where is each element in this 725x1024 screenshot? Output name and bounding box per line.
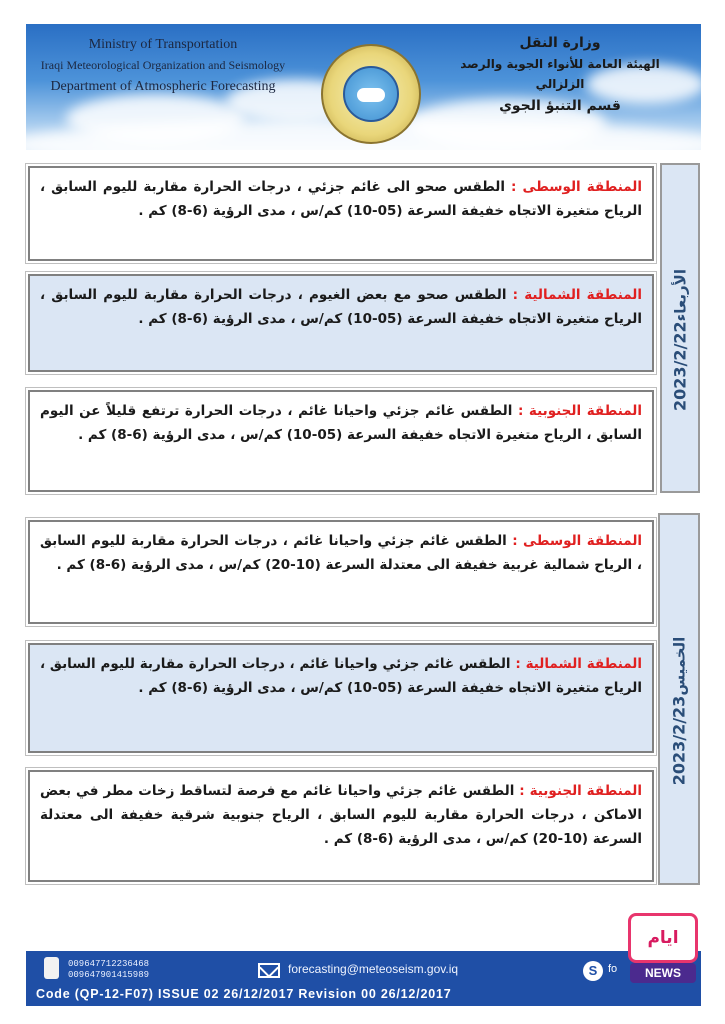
forecast-day2-north <box>28 643 654 753</box>
forecast-day1-north <box>28 274 654 372</box>
phone-icon <box>44 957 59 979</box>
forecast-text: الطقس غائم جزئي واحيانا غائم ، درجات الحرارة مقاربة لليوم السابق ، الرياح متغيرة الاتجاه خفيفة السرعة (05-10) كم/س ، مدى الرؤية (6-8) كم . <box>40 656 642 696</box>
forecast-day1-south <box>28 390 654 492</box>
region-label: المنطقة الوسطى : <box>511 179 643 195</box>
department-name-en: Department of Atmospheric Forecasting <box>50 79 276 94</box>
watermark-top: ايام <box>628 913 698 963</box>
forecast-text: الطقس غائم جزئي واحيانا غائم ، درجات الحرارة مقاربة لليوم السابق ، الرياح شمالية غربية خفيفة الى معتدلة السرعة (10-20) كم/س ، مدى الرؤية (6-8) كم . <box>40 533 642 573</box>
skype-icon: S <box>583 961 603 981</box>
skype-handle: fo <box>608 963 618 975</box>
region-label: المنطقة الجنوبية : <box>517 403 643 419</box>
department-name-ar: قسم التنبؤ الجوي <box>499 98 621 114</box>
contact-email[interactable]: forecasting@meteoseism.gov.iq <box>288 962 459 976</box>
day1-name: الأربعاء <box>671 269 690 322</box>
phone-number: 009647901415989 <box>68 970 150 980</box>
header-banner <box>26 24 701 150</box>
day2-date: 2023/2/23 <box>669 695 689 786</box>
document-code-line: Code (QP-12-F07) ISSUE 02 26/12/2017 Revision 00 26/12/2017 <box>36 987 452 1001</box>
forecast-text: الطقس صحو مع بعض الغيوم ، درجات الحرارة مقاربة لليوم السابق ، الرياح متغيرة الاتجاه خفيفة السرعة (05-10) كم/س ، مدى الرؤية (6-8) كم . <box>40 287 642 327</box>
footer-bar <box>26 951 701 1006</box>
forecast-text: الطقس صحو الى غائم جزئي ، درجات الحرارة مقاربة لليوم السابق ، الرياح متغيرة الاتجاه خفيفة السرعة (05-10) كم/س ، مدى الرؤية (6-8) كم . <box>40 179 642 219</box>
forecast-day1-central <box>28 166 654 261</box>
forecast-text: الطقس غائم جزئي واحيانا غائم مع فرصة لتساقط زخات مطر في بعض الاماكن ، درجات الحرارة مقاربة لليوم السابق ، الرياح جنوبية شرقية خفيفة الى معتدلة السرعة (10-20) كم/س ، مدى الرؤية (6-8) كم . <box>40 783 642 847</box>
news-watermark-logo <box>628 913 698 985</box>
day2-name: الخميس <box>670 636 689 696</box>
forecast-day2-south <box>28 770 654 882</box>
organization-name-ar: الهيئة العامة للأنواء الجوية والرصد الزلزالي <box>460 57 660 91</box>
phone-number: 009647712236468 <box>68 959 150 969</box>
day1-label-bar <box>660 163 700 493</box>
organization-name-en: Iraqi Meteorological Organization and Seismology <box>40 58 286 72</box>
phone-numbers <box>68 959 149 981</box>
mail-icon <box>258 963 280 978</box>
organization-logo <box>321 44 421 144</box>
forecast-day2-central <box>28 520 654 624</box>
day1-date: 2023/2/22 <box>670 321 690 411</box>
region-label: المنطقة الشمالية : <box>512 287 642 303</box>
region-label: المنطقة الوسطى : <box>512 533 643 549</box>
forecast-text: الطقس غائم جزئي واحيانا غائم ، درجات الحرارة ترتفع قليلاً عن اليوم السابق ، الرياح متغيرة الاتجاه خفيفة السرعة (05-10) كم/س ، مدى الرؤية (6-8) كم . <box>40 403 642 443</box>
header-arabic <box>435 32 685 118</box>
ministry-name-en: Ministry of Transportation <box>88 37 238 52</box>
region-label: المنطقة الشمالية : <box>515 656 643 672</box>
day2-label-bar <box>658 513 700 885</box>
region-label: المنطقة الجنوبية : <box>519 783 642 799</box>
watermark-news: NEWS <box>630 963 696 983</box>
header-english <box>38 34 288 97</box>
ministry-name-ar: وزارة النقل <box>519 35 601 51</box>
